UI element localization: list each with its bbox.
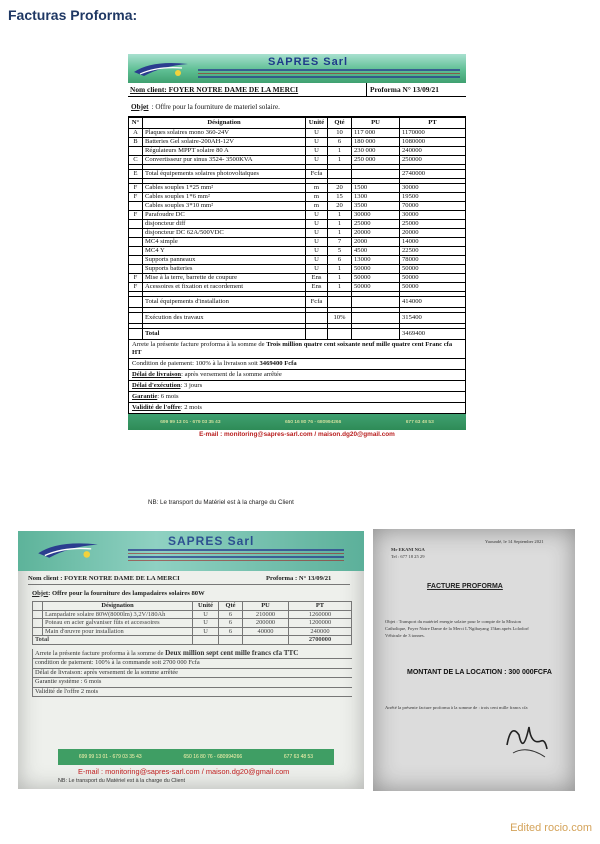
table-cell: Exécution des travaux (143, 313, 306, 324)
table-row (129, 274, 466, 283)
table-row (129, 265, 466, 274)
table-row (129, 211, 466, 220)
table-cell (33, 610, 43, 619)
table-row (129, 156, 466, 165)
table-cell: F (129, 211, 143, 220)
table-cell: Régulateurs MPPT solaire 80 A (143, 147, 306, 156)
table-cell: U (306, 220, 328, 229)
table-cell: 50000 (352, 274, 400, 283)
table-cell: U (306, 229, 328, 238)
table-cell: Cables souples 1*6 mm² (143, 193, 306, 202)
table-cell: 1 (328, 156, 352, 165)
table-row (129, 297, 466, 308)
items-table (128, 117, 466, 340)
contact-footer-2: 699 99 13 01 - 679 03 35 43 650 16 80 76 - 680994266 677 63 48 53 (58, 749, 334, 765)
table-cell: 1 (328, 274, 352, 283)
table-row (129, 229, 466, 238)
table-cell: 414000 (400, 297, 466, 308)
table-row (33, 619, 352, 628)
table-cell: 117 000 (352, 129, 400, 138)
table-cell: U (306, 265, 328, 274)
terms-block-2 (32, 649, 352, 698)
condition-amount: 3469400 Fcfa (259, 360, 297, 367)
objet-text-2: : Offre pour la fourniture des lampadaires solaires 80W (48, 589, 205, 597)
table-cell: 180 000 (352, 138, 400, 147)
table-cell: C (129, 156, 143, 165)
delai-line-2: Délai de livraison: après versement de la somme arrêtée (33, 669, 352, 679)
document-date: Yaoundé, le 14 September 2021 (485, 539, 544, 544)
delai-livraison-line: Délai de livraison: après versement de la somme arrêtée (129, 370, 465, 381)
sender-name: Mr EKANI NGA (391, 547, 425, 552)
total-row-2: Total 2700000 (33, 636, 352, 645)
proforma-invoice-streetlights-photo (18, 531, 364, 789)
table-cell: 30000 (400, 184, 466, 193)
table-row (129, 247, 466, 256)
table-cell: Convertisseur pur sinus 3524- 3500KVA (143, 156, 306, 165)
table-row (129, 129, 466, 138)
table-cell: 50000 (352, 265, 400, 274)
table-row (129, 238, 466, 247)
sapres-logo-icon (36, 537, 100, 563)
table-cell: 13000 (352, 256, 400, 265)
table-row (33, 627, 352, 636)
table-cell: U (306, 156, 328, 165)
header-designation: Désignation (143, 118, 306, 129)
objet-row-2: Objet : Offre pour la fourniture des lampadaires solaires 80W (32, 589, 205, 597)
table-cell: m (306, 202, 328, 211)
client-row (128, 83, 466, 97)
condition-line-2: condition de paiement: 100% à la commande soit 2700 000 Fcfa (33, 659, 352, 669)
table-cell (129, 313, 143, 324)
table-cell: 10 (328, 129, 352, 138)
table-cell: Supports batteries (143, 265, 306, 274)
table-cell: 50000 (400, 265, 466, 274)
table-cell: Acessoires et fixation et racordement (143, 283, 306, 292)
table-cell: 1 (328, 220, 352, 229)
condition-line: Condition de paiement: 100% à la livraison soit 3469400 Fcfa (129, 359, 465, 370)
contact-email-2: E-mail : monitoring@sapres-sarl.com / maison.dg20@gmail.com (78, 767, 290, 776)
table-cell: disjoncteur diff (143, 220, 306, 229)
proforma-number-2: Proforma : N° 13/09/21 (266, 574, 332, 582)
table-cell: 1 (328, 283, 352, 292)
table-cell: 1 (328, 229, 352, 238)
proforma-invoice-solar-equipment (128, 54, 466, 488)
table-cell (33, 619, 43, 628)
table-cell: 10% (328, 313, 352, 324)
table-cell: Main d'œuvre pour installation (43, 627, 193, 636)
header-num: N° (129, 118, 143, 129)
table-cell (129, 256, 143, 265)
table-cell (33, 627, 43, 636)
company-name: SAPRES Sarl (268, 56, 349, 68)
table-cell: 250 000 (352, 156, 400, 165)
table-row (129, 256, 466, 265)
table-cell: 22500 (400, 247, 466, 256)
table-cell: F (129, 283, 143, 292)
letterhead-info-lines-2 (128, 549, 344, 563)
phone-1: 699 99 13 01 - 679 03 35 43 (160, 419, 221, 425)
proforma-number: Proforma N° 13/09/21 (366, 83, 466, 96)
signature-stamp-icon (501, 715, 551, 765)
table-cell: A (129, 129, 143, 138)
table-cell: 240000 (289, 627, 352, 636)
table-row (129, 283, 466, 292)
table-cell: U (306, 138, 328, 147)
transport-note: NB: Le transport du Matériel est à la charge du Client (148, 499, 294, 506)
table-cell: disjoncteur DC 62A/500VDC (143, 229, 306, 238)
table-cell: 20000 (400, 229, 466, 238)
table-cell: 25000 (352, 220, 400, 229)
contact-email: E-mail : monitoring@sapres-sarl.com / maison.dg20@gmail.com (199, 431, 395, 438)
table-cell: Total (143, 329, 306, 340)
table-cell: 50000 (400, 283, 466, 292)
arrete-line-3: Arrêté la présente facture proforma à la somme de : trois cent mille francs cfa (385, 705, 528, 710)
table-cell: m (306, 193, 328, 202)
table-cell (352, 297, 400, 308)
table-cell: 1200000 (289, 619, 352, 628)
header-unit: Unité (306, 118, 328, 129)
table-cell: 4500 (352, 247, 400, 256)
table-cell (129, 297, 143, 308)
table-cell: 6 (219, 619, 243, 628)
table-cell (129, 220, 143, 229)
table-cell: Fcfa (306, 170, 328, 179)
table-cell: 210000 (243, 610, 289, 619)
table-cell: 6 (219, 610, 243, 619)
table-cell: 5 (328, 247, 352, 256)
table-cell: 1260000 (289, 610, 352, 619)
document-heading: FACTURE PROFORMA (427, 583, 503, 590)
table-cell: Cables souples 1*25 mm² (143, 184, 306, 193)
phone-2: 650 16 80 76 - 680994266 (284, 419, 342, 425)
client-name-2: Nom client : FOYER NOTRE DAME DE LA MERCI (28, 574, 180, 582)
table-row (129, 147, 466, 156)
letterhead-info-lines (198, 69, 460, 80)
table-cell: 50000 (352, 283, 400, 292)
table-cell: Ens (306, 283, 328, 292)
header-qty: Qté (328, 118, 352, 129)
table-cell: 78000 (400, 256, 466, 265)
company-letterhead (128, 54, 466, 83)
amount-in-words: Trois million quatre cent soixante neuf mille quatre cent Franc cfa HT (132, 341, 453, 356)
objet-line-1: Objet : Transport du matériel energie solaire pour le compte de la Mission (385, 619, 521, 624)
table-cell (352, 170, 400, 179)
table-cell: Total équipements solaires photovoltaïques (143, 170, 306, 179)
table-cell: Poteau en acier galvaniser fûts et accessoires (43, 619, 193, 628)
table-cell (129, 202, 143, 211)
table-cell (352, 329, 400, 340)
page-title: Facturas Proforma: (8, 7, 138, 23)
table-cell: 70000 (400, 202, 466, 211)
table-cell: 250000 (400, 156, 466, 165)
table-cell: U (193, 619, 219, 628)
table-cell: 30000 (400, 211, 466, 220)
table-cell: Ens (306, 274, 328, 283)
table-cell: 14000 (400, 238, 466, 247)
garantie-line-2: Garantie système : 6 mois (33, 678, 352, 688)
table-cell: 1500 (352, 184, 400, 193)
client-row-2 (28, 572, 350, 585)
amount-in-words-2: Deux million sept cent mille francs cfa TTC (165, 648, 299, 657)
table-cell: U (306, 238, 328, 247)
table-cell: 6 (219, 627, 243, 636)
company-name-2: SAPRES Sarl (168, 534, 255, 548)
table-cell: B (129, 138, 143, 147)
table-cell: 1170000 (400, 129, 466, 138)
table-cell: Lampadaire solaire 80W(8000lm) 3,2V/180Ah (43, 610, 193, 619)
table-cell: 315400 (400, 313, 466, 324)
table-cell: Supports panneaux (143, 256, 306, 265)
table-cell: F (129, 193, 143, 202)
table-row (129, 329, 466, 340)
validite-line: Validité de l'offre: 2 mois (129, 403, 465, 414)
objet-text: : Offre pour la fourniture de materiel solaire. (151, 102, 280, 111)
header-pt: PT (400, 118, 466, 129)
table-cell (306, 313, 328, 324)
table-cell: 2740000 (400, 170, 466, 179)
table-cell: MC4 simple (143, 238, 306, 247)
credit-watermark: Edited rocio.com (510, 822, 592, 834)
objet-line-2: Catholique, Foyer Notre Dame de la Merci L'Ngibayang 15km après Lolodorf (385, 626, 529, 631)
table-cell: 19500 (400, 193, 466, 202)
table-cell: 3500 (352, 202, 400, 211)
table-cell: 40000 (243, 627, 289, 636)
arrete-line-2: Arrete la présente facture proforma à la somme de Deux million sept cent mille francs cfa TTC (33, 649, 352, 660)
rental-amount: MONTANT DE LA LOCATION : 300 000FCFA (407, 669, 552, 676)
table-cell: F (129, 184, 143, 193)
table-cell: 20 (328, 202, 352, 211)
table-cell: 1 (328, 265, 352, 274)
arrete-line: Arrete la présente facture proforma à la somme de Trois million quatre cent soixante neuf mille quatre cent Franc cfa HT (129, 340, 465, 359)
table-cell (328, 170, 352, 179)
table-row (129, 170, 466, 179)
table-row (129, 193, 466, 202)
objet-line-3: Véhicule de 3 tonnes. (385, 633, 425, 638)
table-cell: 20 (328, 184, 352, 193)
table-cell: 6 (328, 256, 352, 265)
table-cell: 2000 (352, 238, 400, 247)
table-cell (129, 329, 143, 340)
table-cell (129, 229, 143, 238)
table-cell (129, 238, 143, 247)
table-cell (129, 265, 143, 274)
table-cell (129, 247, 143, 256)
table-cell: U (306, 129, 328, 138)
table-row (129, 220, 466, 229)
table-cell: Plaques solaires mono 360-24V (143, 129, 306, 138)
table-cell: 3469400 (400, 329, 466, 340)
table-cell (352, 313, 400, 324)
table-cell: 50000 (400, 274, 466, 283)
table-cell: 1300 (352, 193, 400, 202)
sapres-logo-icon (132, 58, 190, 80)
table-cell: 7 (328, 238, 352, 247)
table-cell: F (129, 274, 143, 283)
table-cell: U (193, 610, 219, 619)
table-cell: MC4 Y (143, 247, 306, 256)
table-cell: 1080000 (400, 138, 466, 147)
table-header-row (129, 118, 466, 129)
table-cell: 1 (328, 211, 352, 220)
table-cell: 25000 (400, 220, 466, 229)
items-table-2 (32, 601, 352, 645)
table-cell: 20000 (352, 229, 400, 238)
table-cell: U (193, 627, 219, 636)
sender-tel: Tel : 677 18 25 29 (391, 554, 425, 559)
table-cell: U (306, 147, 328, 156)
table-cell: Parafoudre DC (143, 211, 306, 220)
delai-execution-line: Délai d'exécution: 3 jours (129, 381, 465, 392)
table-cell (328, 297, 352, 308)
table-cell: m (306, 184, 328, 193)
phone-3: 677 63 48 53 (405, 419, 434, 425)
table-row (129, 202, 466, 211)
objet-label: Objet (131, 102, 149, 111)
table-cell: 240000 (400, 147, 466, 156)
table-cell (306, 329, 328, 340)
table-cell: Mise à la terre, barrette de coupure (143, 274, 306, 283)
table-row (129, 184, 466, 193)
validite-line-2: Validité de l'offre 2 mois (33, 688, 352, 698)
contact-footer (128, 414, 466, 430)
table-row (129, 313, 466, 324)
transport-note-2: NB: Le transport du Matériel est à la charge du Client (58, 778, 186, 784)
table-cell: Cables souples 3*10 mm² (143, 202, 306, 211)
proforma-transport-photo (373, 529, 575, 791)
total-value-2: 2700000 (289, 636, 352, 645)
table-cell: 200000 (243, 619, 289, 628)
header-pu: PU (352, 118, 400, 129)
table-cell: 1 (328, 147, 352, 156)
table-cell: Batteries Gel solaire-200AH-12V (143, 138, 306, 147)
company-letterhead-2 (18, 531, 364, 571)
terms-block (128, 340, 466, 414)
table-cell (328, 329, 352, 340)
table-cell: U (306, 256, 328, 265)
table-cell: 6 (328, 138, 352, 147)
table-cell (129, 147, 143, 156)
objet-row (128, 97, 466, 117)
table-cell: U (306, 247, 328, 256)
table-cell: 30000 (352, 211, 400, 220)
table-cell: 15 (328, 193, 352, 202)
table-cell: 230 000 (352, 147, 400, 156)
garantie-line: Garantie: 6 mois (129, 392, 465, 403)
table-cell: Fcfa (306, 297, 328, 308)
table-header-row-2: Désignation Unité Qté PU PT (33, 602, 352, 611)
table-cell: U (306, 211, 328, 220)
table-row (129, 138, 466, 147)
table-row (33, 610, 352, 619)
table-cell: Total équipements d'installation (143, 297, 306, 308)
table-cell: E (129, 170, 143, 179)
client-name: Nom client: FOYER NOTRE DAME DE LA MERCI (130, 85, 299, 94)
